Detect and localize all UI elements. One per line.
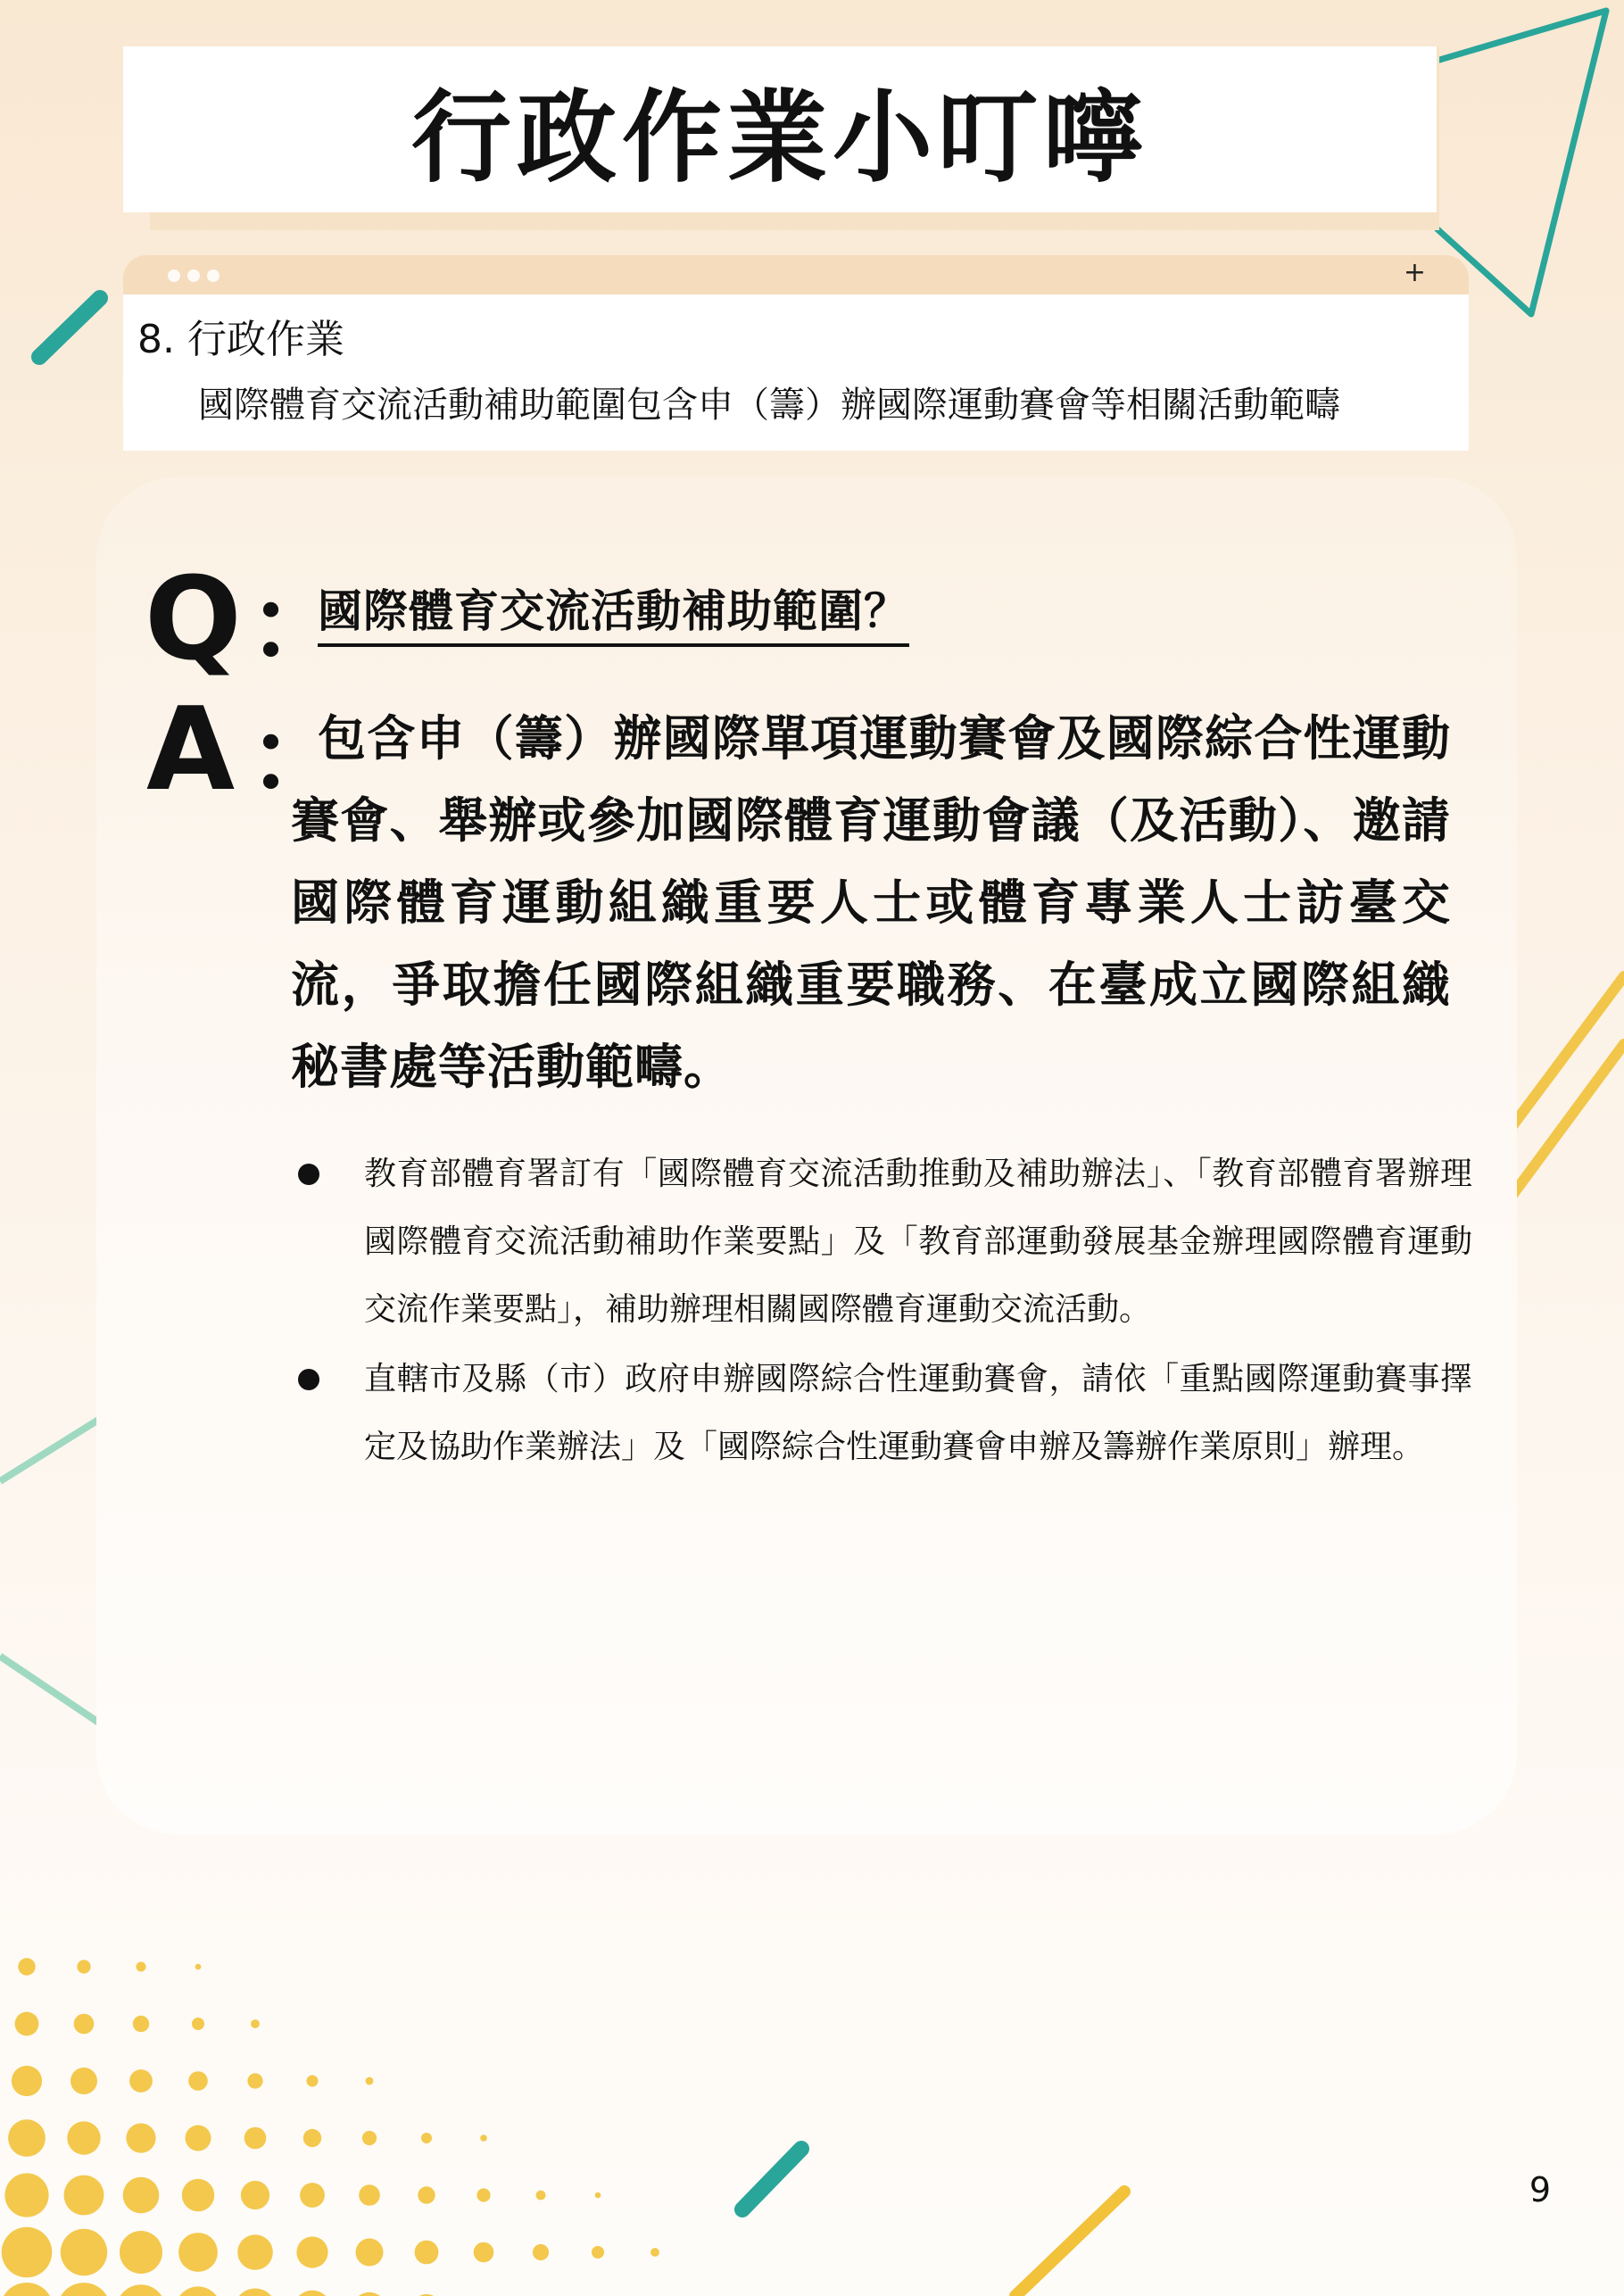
halftone-dot [8, 2119, 46, 2157]
halftone-dot [294, 2291, 332, 2296]
halftone-dot [237, 2234, 273, 2270]
halftone-dot [241, 2181, 269, 2209]
halftone-dot [476, 2188, 490, 2201]
question-text: 國際體育交流活動補助範圍？ [318, 576, 909, 647]
halftone-dot [192, 2018, 204, 2030]
note-text: 教育部體育署訂有「國際體育交流活動推動及補助辦法」、「教育部體育署辦理國際體育交流活動補助作業要點」及「教育部運動發展基金辦理國際體育運動交流作業要點」，補助辦理相關國際體育運動交流活動。 [364, 1156, 1472, 1328]
halftone-dot [356, 2239, 384, 2267]
halftone-dot [178, 2233, 218, 2272]
question-label: Q [145, 553, 242, 686]
halftone-dot [359, 2184, 380, 2206]
halftone-dot [480, 2134, 487, 2142]
bullet-icon [298, 1164, 319, 1185]
section-heading: 8. 行政作業 [137, 317, 344, 362]
bullet-icon [298, 1369, 319, 1390]
plus-icon: + [1403, 257, 1426, 288]
note-text: 直轄市及縣（市）政府申辦國際綜合性運動賽會，請依「重點國際運動賽事擇定及協助作業辦法」及「國際綜合性運動賽會申辦及籌辦作業原則」辦理。 [364, 1361, 1472, 1465]
yellow-halftone-dots [0, 1958, 663, 2296]
halftone-dot [186, 2126, 211, 2151]
halftone-dot [70, 2068, 97, 2094]
question-colon: ： [248, 568, 346, 682]
halftone-dot [595, 2192, 601, 2199]
halftone-dot [67, 2121, 100, 2154]
halftone-dot [303, 2129, 321, 2147]
answer-label: A [146, 684, 236, 816]
window-dot [168, 269, 180, 282]
halftone-dot [74, 2014, 95, 2035]
halftone-dot [4, 2173, 48, 2217]
answer-text: 包含申（籌）辦國際單項運動賽會及國際綜合性運動賽會、舉辦或參加國際體育運動會議（及活動）、邀請國際體育運動組織重要人士或體育專業人士訪臺交流，爭取擔任國際組織重要職務、在臺成立國際組織秘書處等活動範疇。 [291, 710, 1451, 1095]
teal-dash-top [39, 298, 100, 357]
halftone-dot [64, 2176, 104, 2216]
halftone-dot [2, 2227, 53, 2278]
halftone-dot [474, 2242, 494, 2263]
halftone-dot [352, 2292, 386, 2296]
halftone-dot [129, 2069, 153, 2093]
halftone-dot [251, 2019, 260, 2028]
halftone-dot [307, 2076, 319, 2087]
halftone-dot [244, 2127, 267, 2150]
yellow-dash-bottom [1015, 2192, 1124, 2296]
card-title-bar [123, 255, 1469, 294]
halftone-dot [366, 2077, 374, 2085]
halftone-dot [300, 2183, 325, 2208]
halftone-dot [650, 2248, 659, 2257]
halftone-dot [533, 2244, 549, 2260]
halftone-dot [77, 1960, 90, 1973]
window-dot [187, 269, 200, 282]
title-box [123, 46, 1437, 212]
halftone-dot [418, 2186, 435, 2203]
page-title: 行政作業小叮嚀 [411, 79, 1148, 196]
halftone-dot [18, 1958, 35, 1975]
halftone-dot [12, 2066, 42, 2096]
halftone-dot [536, 2191, 546, 2201]
section-description: 國際體育交流活動補助範圍包含申（籌）辦國際運動賽會等相關活動範疇 [198, 385, 1340, 426]
halftone-dot [182, 2179, 214, 2211]
halftone-dot [235, 2289, 277, 2296]
halftone-dot [296, 2236, 327, 2267]
halftone-dot [421, 2133, 432, 2143]
halftone-dot [175, 2286, 220, 2296]
page-number: 9 [1529, 2170, 1551, 2209]
note-item [294, 1346, 1472, 1481]
halftone-dot [247, 2073, 262, 2088]
note-item [294, 1140, 1472, 1344]
halftone-dot [137, 1962, 146, 1972]
window-dot [207, 269, 220, 282]
halftone-dot [57, 2283, 111, 2296]
halftone-dot [188, 2071, 208, 2091]
halftone-dot [116, 2284, 165, 2296]
halftone-dot [133, 2016, 149, 2032]
halftone-dot [120, 2231, 162, 2274]
halftone-dot [362, 2131, 377, 2145]
answer-colon: ： [248, 700, 346, 814]
halftone-dot [592, 2246, 604, 2259]
halftone-dot [195, 1964, 202, 1970]
halftone-dot [415, 2241, 439, 2265]
teal-dash-bottom [742, 2149, 801, 2209]
halftone-dot [0, 2283, 54, 2296]
section-card [123, 294, 1469, 451]
halftone-dot [123, 2177, 160, 2214]
halftone-dot [126, 2123, 155, 2152]
halftone-dot [61, 2229, 107, 2275]
halftone-dot [15, 2012, 39, 2036]
